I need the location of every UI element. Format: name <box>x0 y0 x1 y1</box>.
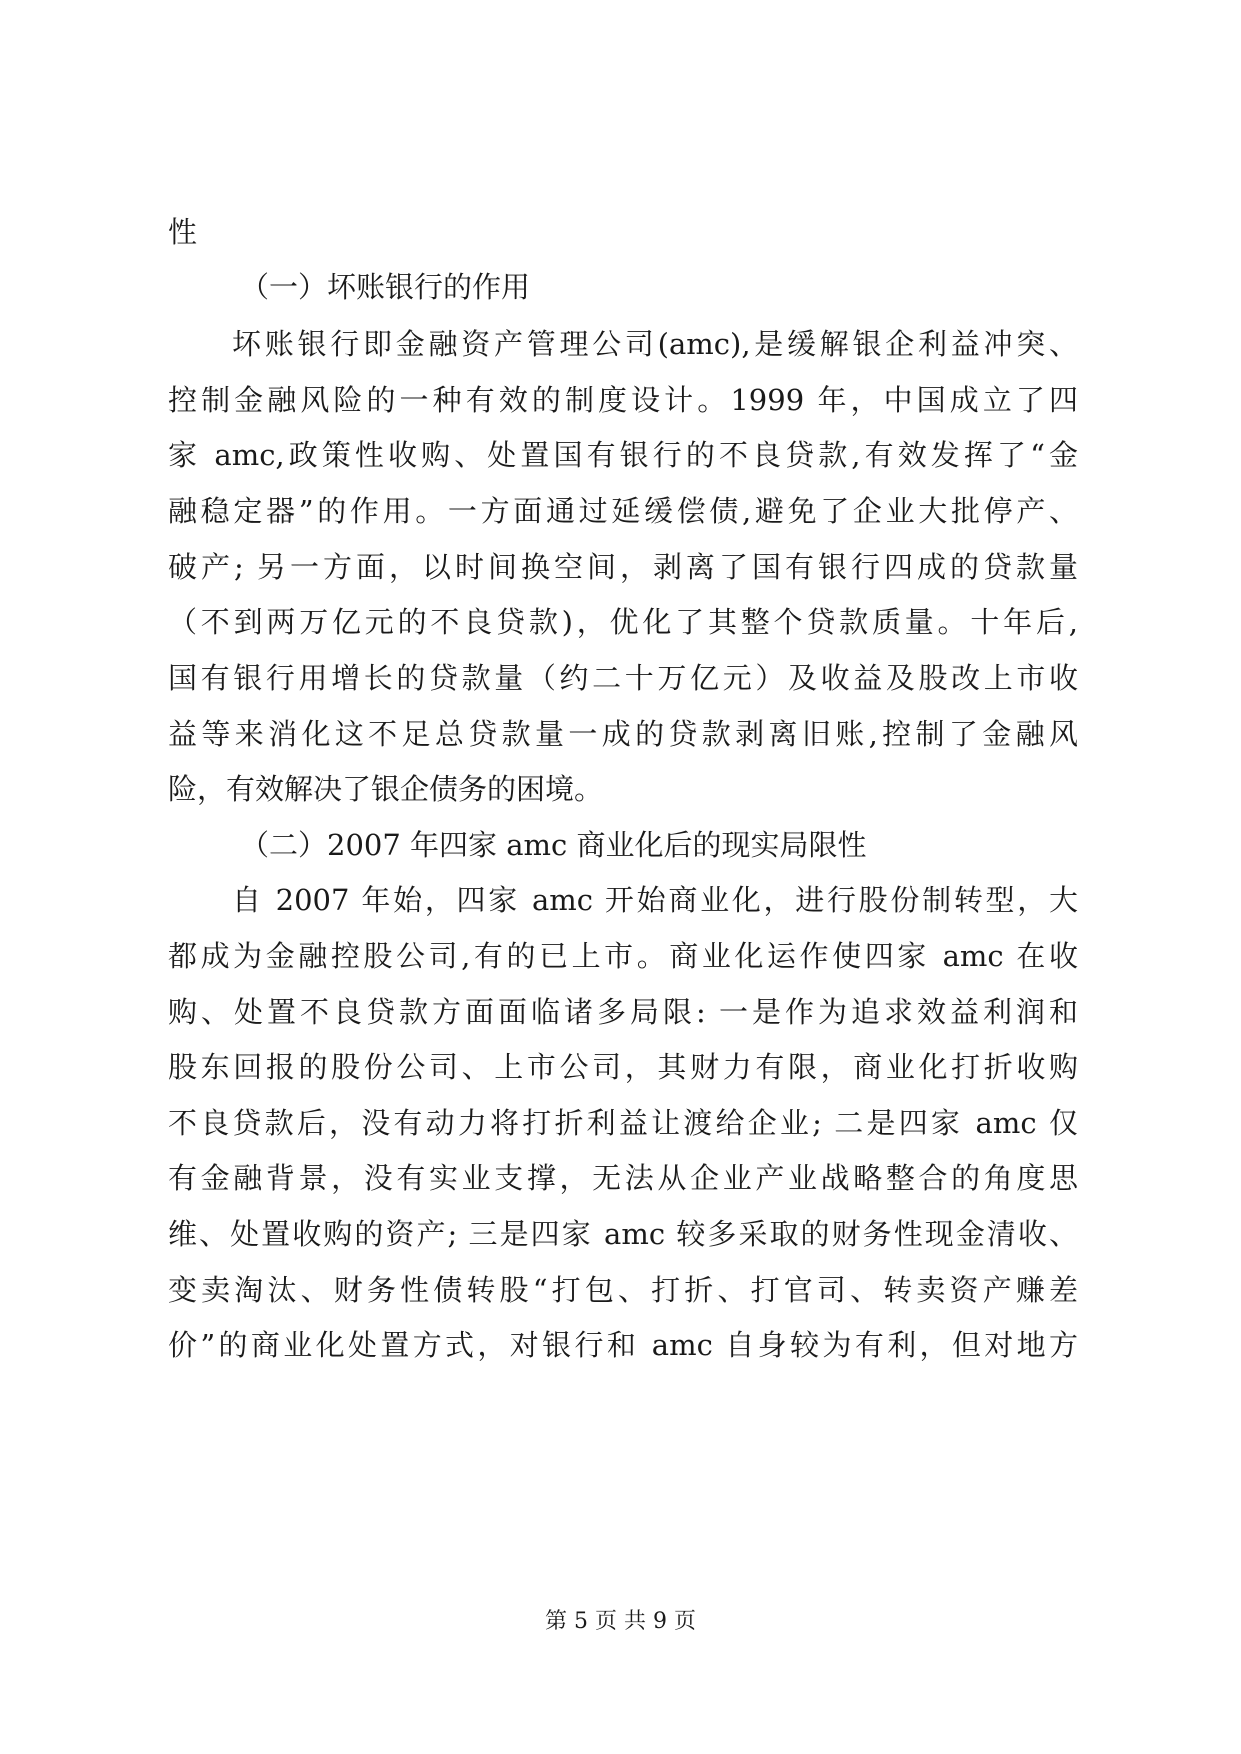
section-heading-1: （一）坏账银行的作用 <box>240 270 531 304</box>
text-line-15: 购、处置不良贷款方面面临诸多局限: 一是作为追求效益利润和 <box>168 995 1078 1029</box>
section-heading-2: （二）2007 年四家 amc 商业化后的现实局限性 <box>240 828 867 862</box>
text-line-10: 益等来消化这不足总贷款量一成的贷款剥离旧账,控制了金融风 <box>168 717 1078 751</box>
text-line-5: 家 amc,政策性收购、处置国有银行的不良贷款,有效发挥了“金 <box>168 438 1078 472</box>
text-line-20: 变卖淘汰、财务性债转股“打包、打折、打官司、转卖资产赚差 <box>168 1273 1078 1307</box>
text-line-19: 维、处置收购的资产; 三是四家 amc 较多采取的财务性现金清收、 <box>168 1217 1078 1251</box>
text-line-14: 都成为金融控股公司,有的已上市。商业化运作使四家 amc 在收 <box>168 939 1078 973</box>
text-line-1: 性 <box>168 215 198 249</box>
text-line-18: 有金融背景，没有实业支撑，无法从企业产业战略整合的角度思 <box>168 1161 1078 1195</box>
text-line-9: 国有银行用增长的贷款量（约二十万亿元）及收益及股改上市收 <box>168 661 1078 695</box>
text-line-13: 自 2007 年始，四家 amc 开始商业化，进行股份制转型，大 <box>232 883 1078 917</box>
text-line-7: 破产; 另一方面，以时间换空间，剥离了国有银行四成的贷款量 <box>168 550 1078 584</box>
text-line-3: 坏账银行即金融资产管理公司(amc),是缓解银企利益冲突、 <box>232 327 1078 361</box>
page-number-footer: 第 5 页 共 9 页 <box>545 1609 696 1634</box>
text-line-17: 不良贷款后，没有动力将打折利益让渡给企业; 二是四家 amc 仅 <box>168 1106 1078 1140</box>
text-line-16: 股东回报的股份公司、上市公司，其财力有限，商业化打折收购 <box>168 1050 1078 1084</box>
text-line-11: 险，有效解决了银企债务的困境。 <box>168 772 604 806</box>
text-line-6: 融稳定器”的作用。一方面通过延缓偿债,避免了企业大批停产、 <box>168 494 1078 528</box>
text-line-21: 价”的商业化处置方式，对银行和 amc 自身较为有利，但对地方 <box>168 1328 1078 1362</box>
text-line-4: 控制金融风险的一种有效的制度设计。1999 年，中国成立了四 <box>168 383 1078 417</box>
text-line-8: （不到两万亿元的不良贷款)，优化了其整个贷款质量。十年后, <box>168 605 1078 639</box>
